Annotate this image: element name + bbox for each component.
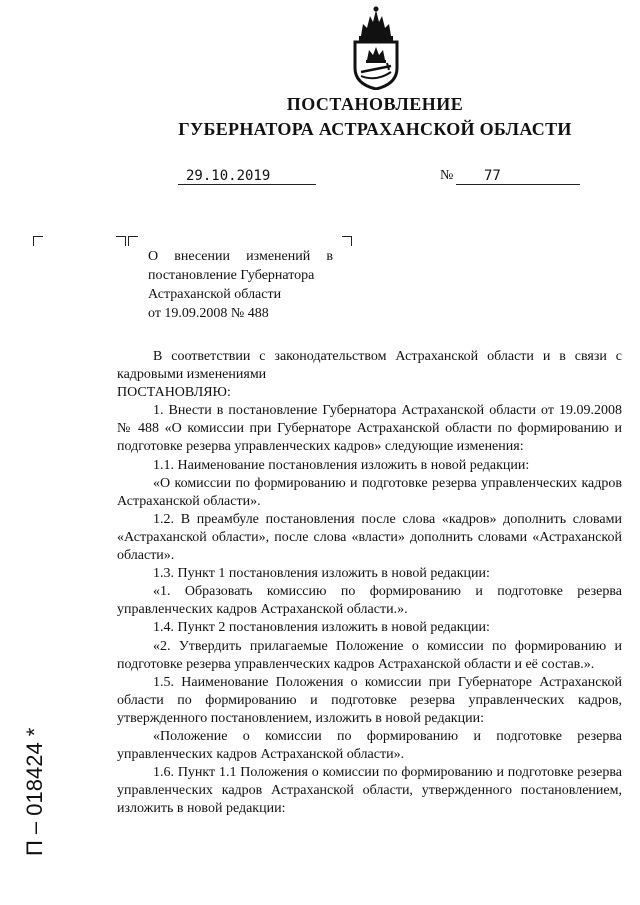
document-number: 77 (456, 168, 580, 185)
document-date: 29.10.2019 (178, 168, 316, 185)
body-paragraph: 1. Внести в постановление Губернатора Астраханской области от 19.09.2008 № 488 «О комиссии при Губернаторе Астраханской области по формированию и подготовке резерва управленческих кадров» следующие изменения: (117, 403, 622, 455)
resolve-heading: ПОСТАНОВЛЯЮ: (117, 385, 231, 401)
number-label: № (440, 168, 454, 183)
subject-line: О внесении изменений в (148, 249, 333, 264)
side-serial-stamp (16, 680, 52, 860)
subject-corner-mark-right (342, 236, 352, 246)
subject-line: Астраханской области (148, 287, 282, 302)
body-paragraph: 1.5. Наименование Положения о комиссии при Губернаторе Астраханской области по формированию и подготовке резерва управленческих кадров, утвержденного постановлением, изложить в новой редакции: (117, 674, 622, 726)
left-corner-mark (33, 236, 43, 246)
body-paragraph: 1.6. Пункт 1.1 Положения о комиссии по формированию и подготовке резерва управленческих кадров Астраханской области, утвержденного постановлением, изложить в новой редакции: (117, 765, 622, 817)
body-paragraph: «2. Утвердить прилагаемые Положение о комиссии по формированию и подготовке резерва управленческих кадров Астраханской области и её состав.». (117, 638, 622, 672)
body-paragraph: 1.2. В преамбуле постановления после слова «кадров» дополнить словами «Астраханской области», после слова «власти» дополнить словами «Астраханской области». (117, 511, 622, 564)
subject-corner-mark-left (116, 236, 126, 246)
body-paragraph: 1.1. Наименование постановления изложить в новой редакции: (153, 457, 530, 473)
body-paragraph: «О комиссии по формированию и подготовке резерва управленческих кадров Астраханской области». (117, 475, 622, 509)
body-paragraph: 1.4. Пункт 2 постановления изложить в новой редакции: (153, 620, 490, 636)
document-body (117, 348, 622, 818)
body-paragraph: 1.3. Пункт 1 постановления изложить в новой редакции: (153, 566, 490, 582)
body-paragraph: «1. Образовать комиссию по формированию и подготовке резерва управленческих кадров Астраханской области.». (117, 584, 622, 618)
document-authority: ГУБЕРНАТОРА АСТРАХАНСКОЙ ОБЛАСТИ (178, 119, 572, 139)
document-title: ПОСТАНОВЛЕНИЕ (286, 94, 464, 114)
document-subject (148, 247, 333, 323)
subject-corner-mark-left2 (128, 236, 138, 246)
preamble-paragraph: В соответствии с законодательством Астраханской области и в связи с кадровыми изменениями (117, 349, 622, 383)
side-serial-text: П – 018424 * (22, 727, 47, 856)
coat-of-arms-emblem (347, 6, 405, 90)
subject-line: постановление Губернатора (148, 268, 315, 283)
subject-line: от 19.09.2008 № 488 (148, 306, 269, 321)
body-paragraph: «Положение о комиссии по формированию и подготовке резерва управленческих кадров Астраханской области». (117, 728, 622, 763)
